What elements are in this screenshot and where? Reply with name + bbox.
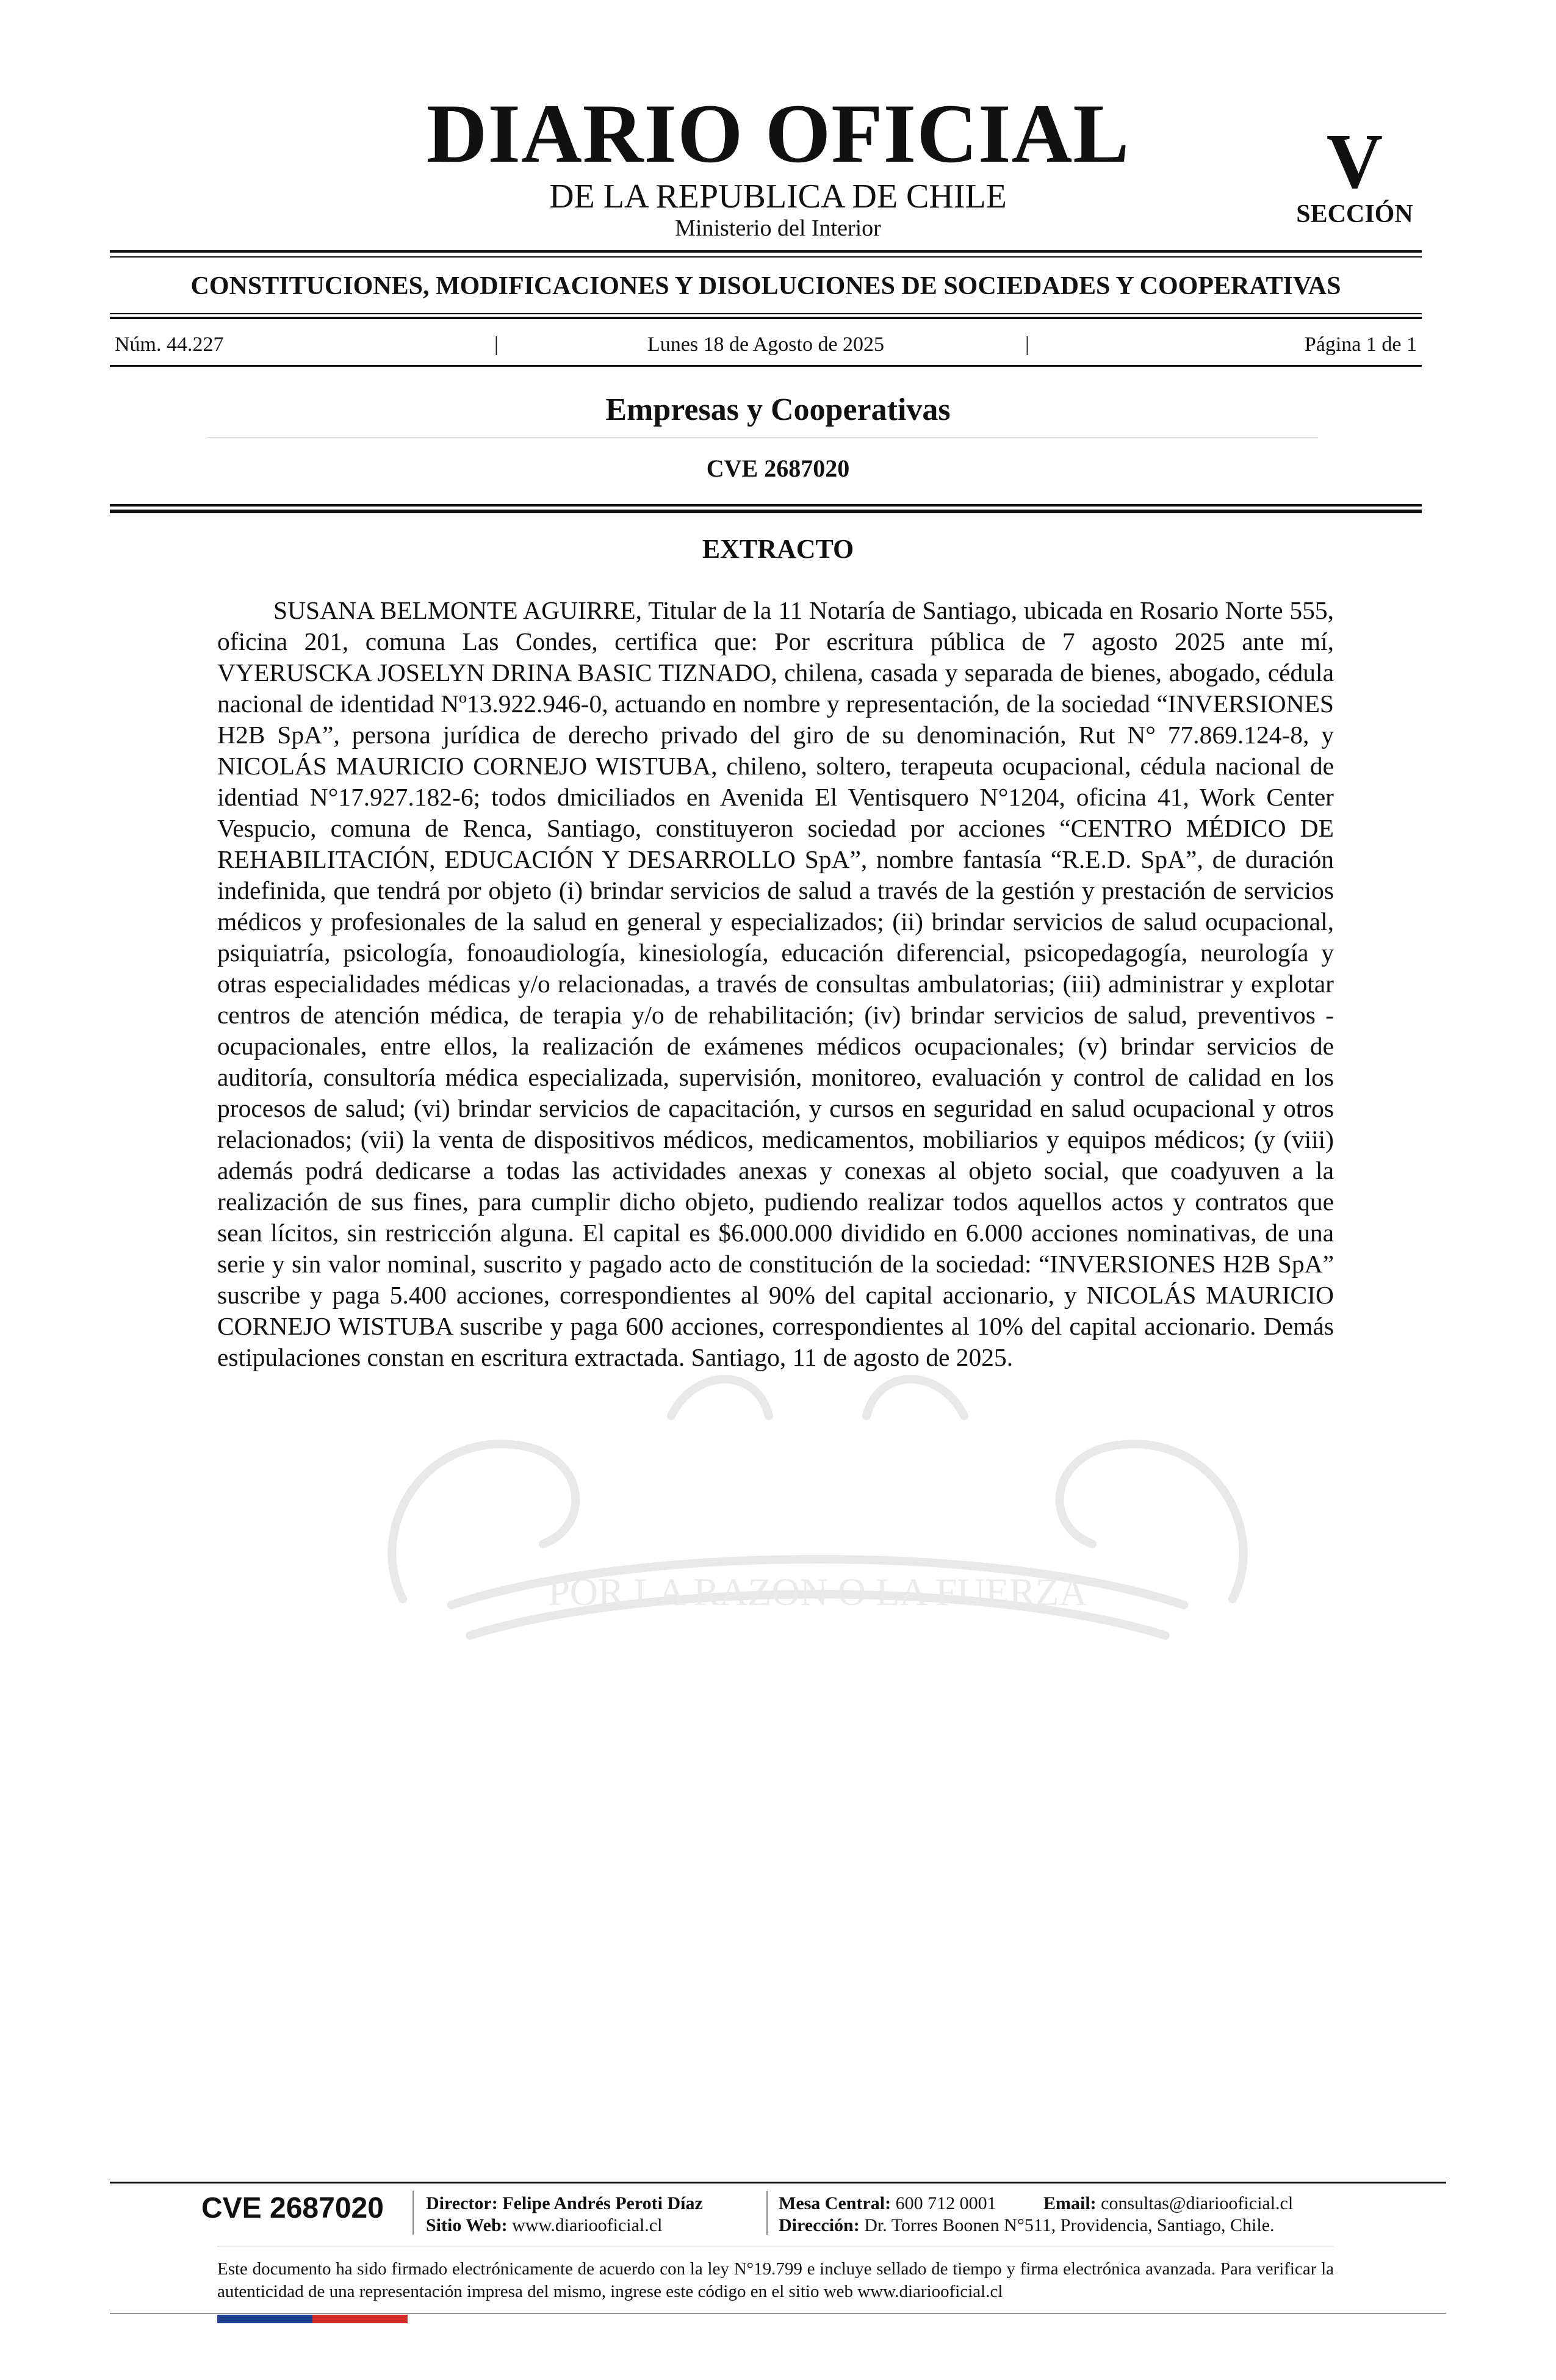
divider [110,317,1422,319]
footer-website: Sitio Web: www.diariooficial.cl [426,2215,663,2235]
divider [110,250,1422,253]
document-body: SUSANA BELMONTE AGUIRRE, Titular de la 11 Notaría de Santiago, ubicada en Rosario Norte 555, oficina 201, comuna Las Condes, certifica que: Por escritura pública de 7 agosto 2025 ante mí, VYERUSCKA JOSELYN DRINA BASIC TIZNADO, chilena, casada y separada de bienes, abogado, cédula nacional de identidad Nº13.922.946-0, actuando en nombre y representación, de la sociedad “INVERSIONES H2B SpA”, persona jurídica de derecho privado del giro de su denominación, Rut N° 77.869.124-8, y NICOLÁS MAURICIO CORNEJO WISTUBA, chileno, soltero, terapeuta ocupacional, cédula nacional de identiad N°17.927.182-6; todos dmiciliados en Avenida El Ventisquero N°1204, oficina 41, Work Center Vespucio, comuna de Renca, Santiago, constituyeron sociedad por acciones “CENTRO MÉDICO DE REHABILITACIÓN, EDUCACIÓN Y DESARROLLO SpA”, nombre fantasía “R.E.D. SpA”, de duración indefinida, que tendrá por objeto (i) brindar servicios de salud a través de la gestión y prestación de servicios médicos y profesionales de la salud en general y especializados; (ii) brindar servicios de salud ocupacional, psiquiatría, psicología, fonoaudiología, kinesiología, educación diferencial, psicopedagogía, neurología y otras especialidades médicas y/o relacionadas, a través de consultas ambulatorias; (iii) administrar y explotar centros de atención médica, de terapia y/o de rehabilitación; (iv) brindar servicios de salud, preventivos -ocupacionales, entre ellos, la realización de exámenes médicos ocupacionales; (v) brindar servicios de auditoría, consultoría médica especializada, supervisión, monitoreo, evaluación y control de calidad en los procesos de salud; (vi) brindar servicios de capacitación, y cursos en seguridad en salud ocupacional y otros relacionados; (vii) la venta de dispositivos médicos, medicamentos, mobiliarios y equipos médicos; (y (viii) además podrá dedicarse a todas las actividades anexas y conexas al objeto social, que coadyuven a la realización de sus fines, para cumplir dicho objeto, pudiendo realizar todos aquellos actos y contratos que sean lícitos, sin restricción alguna. El capital es $6.000.000 dividido en 6.000 acciones nominativas, de una serie y sin valor nominal, suscrito y pagado acto de constitución de la sociedad: “INVERSIONES H2B SpA” suscribe y paga 5.400 acciones, correspondientes al 90% del capital accionario, y NICOLÁS MAURICIO CORNEJO WISTUBA suscribe y paga 600 acciones, correspondientes al 10% del capital accionario. Demás estipulaciones constan en escritura extractada. Santiago, 11 de agosto de 2025. [217,596,1334,1371]
footer-phone: Mesa Central: 600 712 0001 [779,2193,996,2213]
category-heading: CONSTITUCIONES, MODIFICACIONES Y DISOLUCIONES DE SOCIEDADES Y COOPERATIVAS [190,272,1341,300]
divider [110,2182,1446,2183]
footer-cve-code: CVE 2687020 [201,2192,384,2224]
page-counter: Página 1 de 1 [1304,333,1417,356]
divider [110,510,1422,513]
divider [207,437,1318,438]
section-heading: Empresas y Cooperativas [605,392,951,427]
footer-address: Dirección: Dr. Torres Boonen N°511, Providencia, Santiago, Chile. [779,2215,1275,2235]
watermark-motto: POR LA RAZON O LA FUERZA [548,1570,1087,1614]
issue-separator: | [1025,333,1029,356]
website-link[interactable]: www.diariooficial.cl [512,2215,663,2235]
flag-stripe-blue [217,2315,312,2323]
section-letter: V [1326,118,1383,204]
masthead-title: DIARIO OFICIAL [426,87,1130,180]
issue-separator: | [494,333,499,356]
document-title: EXTRACTO [702,534,854,564]
signature-notice: Este documento ha sido firmado electrónicamente de acuerdo con la ley N°19.799 e incluye sellado de tiempo y firma electrónica avanzada. Para verificar la autenticidad de una representación impresa del mismo, ingrese este código en el sitio web www.diariooficial.cl [217,2259,1334,2301]
cve-code: CVE 2687020 [706,455,850,482]
divider [110,504,1422,507]
section-label: SECCIÓN [1296,200,1413,228]
footer-email: Email: consultas@diariooficial.cl [1043,2193,1294,2213]
issue-date: Lunes 18 de Agosto de 2025 [647,333,885,356]
divider [412,2191,414,2235]
masthead-subtitle: DE LA REPUBLICA DE CHILE [549,178,1007,215]
divider [110,313,1422,314]
divider [766,2191,768,2235]
coat-of-arms-watermark [330,1343,1306,1660]
issue-number: Núm. 44.227 [115,333,224,356]
masthead-ministry: Ministerio del Interior [675,215,881,241]
footer-director: Director: Felipe Andrés Peroti Díaz [426,2193,703,2213]
divider [110,365,1422,367]
flag-stripe-red [312,2315,408,2323]
divider [110,2313,1446,2314]
email-link[interactable]: consultas@diariooficial.cl [1101,2193,1294,2213]
divider [110,256,1422,258]
